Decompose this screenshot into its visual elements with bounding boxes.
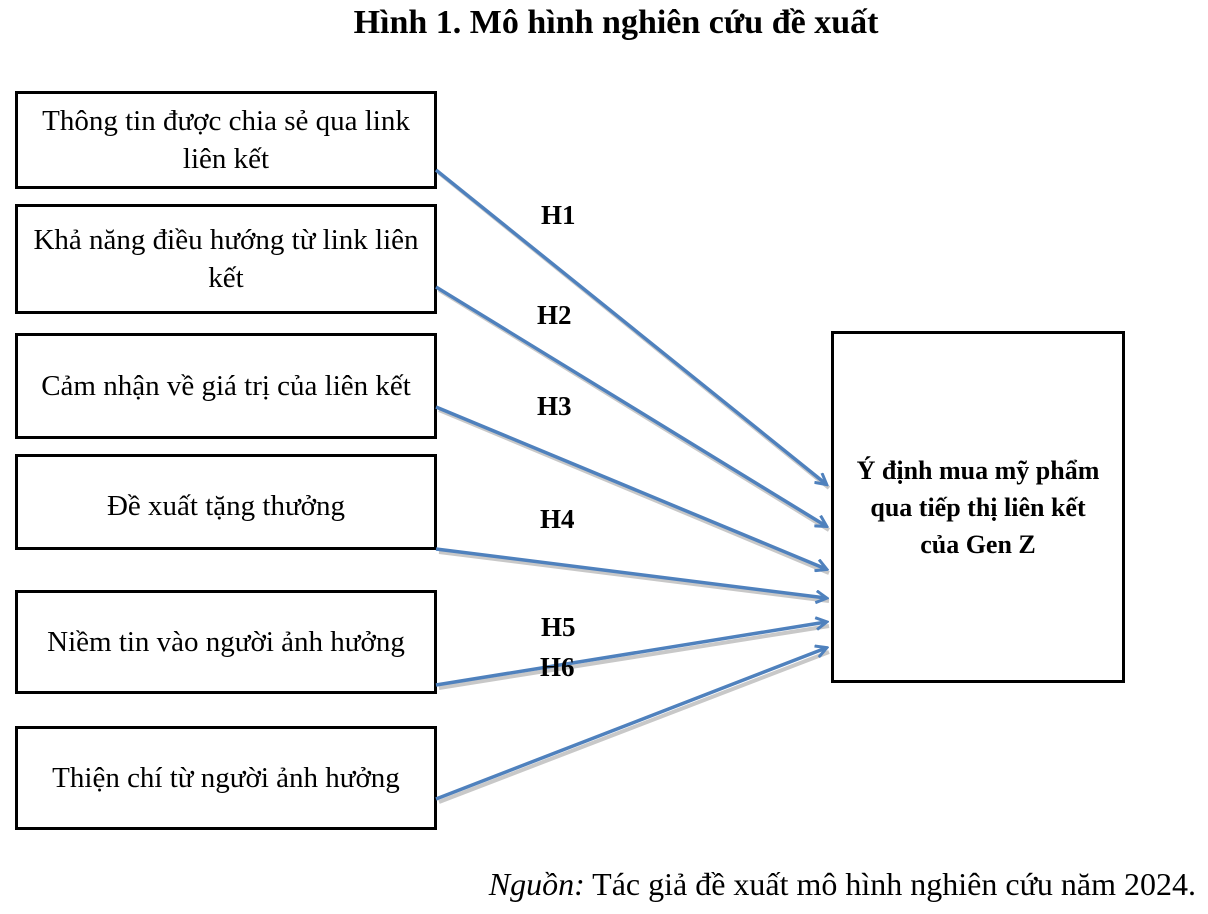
factor-label-1: Thông tin được chia sẻ qua link liên kết [42,105,410,175]
source-prefix: Nguồn: [488,866,585,902]
arrow-h1 [436,170,826,484]
hypothesis-label-h6: H6 [540,652,575,682]
hypothesis-label-h4: H4 [540,504,575,534]
hypothesis-label-h5: H5 [541,612,576,642]
source-text: Tác giả đề xuất mô hình nghiên cứu năm 2024. [584,866,1196,902]
source-note [489,866,1196,903]
factor-label-2: Khả năng điều hướng từ link liên kết [33,224,419,294]
figure-title: Hình 1. Mô hình nghiên cứu đề xuất [353,4,879,41]
factor-label-6: Thiện chí từ người ảnh hưởng [52,762,400,794]
arrow-h3 [436,407,826,569]
factor-label-4: Đề xuất tặng thưởng [106,490,346,522]
arrow-h6 [436,648,826,799]
hypothesis-label-h2: H2 [537,300,572,330]
factor-label-5: Niềm tin vào người ảnh hưởng [47,626,405,658]
hypothesis-label-h3: H3 [537,391,572,421]
hypothesis-label-h1: H1 [541,200,576,230]
outcome-label: Ý định mua mỹ phẩm qua tiếp thị liên kết của Gen Z [856,455,1100,559]
factor-label-3: Cảm nhận về giá trị của liên kết [41,370,411,402]
arrow-h4 [436,549,826,598]
